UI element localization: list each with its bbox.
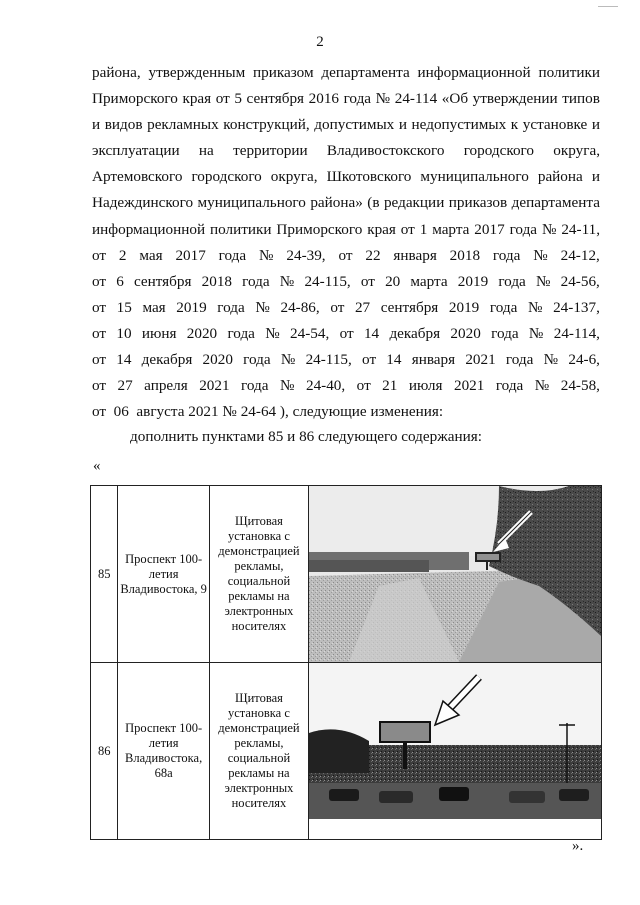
paragraph-word: от — [339, 324, 354, 342]
paragraph-word: от — [92, 272, 107, 290]
paragraph-word: Надеждинского — [92, 194, 194, 212]
paragraph-word: № — [528, 324, 544, 342]
paragraph-word: января — [411, 351, 456, 369]
paragraph-word: 24-56, — [560, 272, 600, 290]
paragraph-word: № — [375, 90, 391, 108]
paragraph-line — [92, 86, 600, 112]
paragraph-word: № — [533, 246, 548, 264]
paragraph-word: и — [591, 168, 600, 186]
paragraph-word: недопустимых — [411, 116, 507, 134]
table-row — [91, 486, 602, 663]
paragraph-line — [92, 60, 600, 86]
paragraph-word: сентября — [380, 298, 439, 316]
paragraph-last-line: от 06 августа 2021 № 24-64 ), следующие изменения: — [92, 403, 444, 421]
paragraph-word: 2020 — [186, 324, 218, 342]
paragraph-word: июня — [141, 324, 177, 342]
paragraph-word: 24-6, — [568, 351, 600, 369]
billboard-photo-icon — [309, 486, 601, 662]
row-number: 86 — [91, 663, 118, 840]
paragraph-word: 24-86, — [280, 298, 320, 316]
open-quote: « — [93, 458, 101, 474]
paragraph-line — [92, 190, 600, 216]
paragraph-word: от — [362, 351, 377, 369]
paragraph-word: 10 — [116, 324, 132, 342]
paragraph-word: Приморского — [92, 90, 178, 108]
paragraph-word: эксплуатации — [92, 142, 180, 160]
paragraph-word: № — [541, 220, 557, 238]
paragraph-word: 24-39, — [286, 246, 326, 264]
row-photo — [308, 486, 601, 663]
paragraph-word: от — [360, 272, 375, 290]
paragraph-line — [92, 373, 600, 399]
paragraph-word: (в — [367, 194, 380, 212]
paragraph-line — [92, 321, 600, 347]
paragraph-word: 24-114, — [553, 324, 600, 342]
paragraph-word: утвержденным — [148, 64, 246, 81]
paragraph-word: января — [393, 246, 437, 264]
paragraph-word: 2017 — [175, 246, 206, 264]
paragraph-word: Владивостокского — [326, 142, 445, 160]
paragraph-word: № — [255, 298, 270, 316]
close-quote: ». — [572, 838, 584, 854]
paragraph-word: 5 — [234, 90, 242, 108]
paragraph-word: года — [498, 272, 526, 290]
paragraph-word: 24-58, — [560, 377, 600, 395]
paragraph-word: 2020 — [450, 324, 481, 342]
paragraph-word: округа, — [553, 142, 600, 160]
paragraph-word: на — [198, 142, 214, 160]
paragraph-word: года — [227, 324, 255, 342]
paragraph-word: года — [495, 377, 524, 395]
paragraph-word: района, — [92, 64, 141, 81]
paragraph-word: 15 — [116, 298, 132, 316]
paragraph-word: № — [280, 377, 295, 395]
paragraph-word: 27 — [354, 298, 371, 316]
scan-corner-mark — [598, 0, 618, 7]
paragraph-word: Шкотовского — [326, 168, 412, 186]
paragraph-line — [92, 347, 600, 373]
paragraph-line — [92, 269, 600, 295]
paragraph-word: 27 — [117, 377, 133, 395]
paragraph-word: округа, — [270, 168, 318, 186]
paragraph-word: № — [527, 298, 543, 316]
paragraph-word: 22 — [365, 246, 381, 264]
paragraph-word: года — [489, 298, 518, 316]
paragraph-word: департамента — [321, 64, 410, 81]
page-number: 2 — [316, 34, 324, 50]
paragraph-word: года — [218, 246, 247, 264]
paragraph-word: 2019 — [457, 272, 489, 290]
paragraph-word: года — [243, 351, 271, 369]
paragraph-word: № — [259, 246, 274, 264]
paragraph-word: конструкций, — [223, 116, 310, 134]
row-structure-type: Щитовая установка с демонстрацией рекламы, социальной рекламы на электронных носителях — [209, 663, 308, 840]
paragraph-word: 2021 — [199, 377, 230, 395]
paragraph-word: 1 — [419, 220, 428, 238]
paragraph-word: и — [591, 116, 600, 134]
paragraph-word: 24-11, — [561, 220, 600, 238]
paragraph-word: сентября — [133, 272, 192, 290]
paragraph-word: края — [367, 220, 396, 238]
paragraph-word: 24-40, — [305, 377, 346, 395]
paragraph-word: района — [537, 168, 583, 186]
paragraph-line — [92, 164, 600, 190]
amendment-paragraph — [92, 60, 600, 425]
billboard-photo-icon — [309, 663, 601, 839]
paragraph-word: от — [400, 220, 415, 238]
supplement-line: дополнить пунктами 85 и 86 следующего содержания: — [130, 428, 482, 445]
paragraph-word: типов — [562, 90, 600, 108]
paragraph-word: 14 — [363, 324, 380, 342]
paragraph-word: к — [510, 116, 519, 134]
table-row — [91, 663, 602, 840]
paragraph-word: района» — [310, 194, 363, 212]
paragraph-word: года — [343, 90, 372, 108]
paragraph-word: «Об — [441, 90, 469, 108]
paragraph-word: года — [491, 324, 519, 342]
paragraph-word: № — [535, 272, 551, 290]
paragraph-word: 2018 — [449, 246, 481, 264]
paragraph-word: от — [356, 377, 371, 395]
billboard-table — [90, 485, 602, 840]
paragraph-word: года — [242, 272, 270, 290]
paragraph-word: приказом — [253, 64, 314, 81]
paragraph-word: и — [398, 116, 407, 134]
paragraph-word: 24-137, — [553, 298, 600, 316]
paragraph-word: мая — [139, 246, 163, 264]
paragraph-word: 24-115, — [305, 351, 352, 369]
paragraph-word: 14 — [386, 351, 402, 369]
paragraph-word: утверждении — [472, 90, 558, 108]
paragraph-word: городского — [191, 168, 262, 186]
paragraph-word: марта — [432, 220, 470, 238]
paragraph-word: года — [505, 351, 534, 369]
paragraph-word: № — [534, 377, 550, 395]
row-structure-type: Щитовая установка с демонстрацией рекламы, социальной рекламы на электронных носителях — [209, 486, 308, 663]
paragraph-word: 21 — [382, 377, 398, 395]
paragraph-line — [92, 217, 600, 243]
paragraph-line — [92, 295, 600, 321]
paragraph-word: мая — [142, 298, 166, 316]
paragraph-word: и — [92, 116, 101, 134]
paragraph-word: 2019 — [176, 298, 207, 316]
paragraph-word: Артемовского — [92, 168, 183, 186]
paragraph-word: сентября — [246, 90, 305, 108]
row-address: Проспект 100-летия Владивостока, 68а — [118, 663, 209, 840]
paragraph-word: городского — [463, 142, 534, 160]
paragraph-word: 2021 — [465, 351, 496, 369]
paragraph-word: 2 — [118, 246, 127, 264]
paragraph-word: 24-115, — [304, 272, 351, 290]
paragraph-word: информационной — [92, 220, 206, 238]
paragraph-word: от — [330, 298, 345, 316]
paragraph-word: № — [265, 324, 280, 342]
paragraph-line — [92, 138, 600, 164]
paragraph-word: июля — [408, 377, 443, 395]
paragraph-word: № — [279, 272, 295, 290]
paragraph-word: декабря — [141, 351, 193, 369]
paragraph-word: 20 — [385, 272, 401, 290]
paragraph-word: муниципального — [420, 168, 529, 186]
paragraph-word: марта — [410, 272, 448, 290]
paragraph-word: 6 — [116, 272, 124, 290]
paragraph-word: приказов — [448, 194, 508, 212]
paragraph-word: 24-114 — [394, 90, 438, 108]
paragraph-word: апреля — [144, 377, 188, 395]
paragraph-word: 24-12, — [560, 246, 600, 264]
paragraph-word: года — [492, 246, 521, 264]
paragraph-word: года — [241, 377, 269, 395]
paragraph-word: 2020 — [202, 351, 233, 369]
paragraph-word: 2017 — [474, 220, 505, 238]
paragraph-word: информационной — [417, 64, 531, 81]
paragraph-word: края — [182, 90, 212, 108]
paragraph-word: 2021 — [453, 377, 485, 395]
paragraph-word: от — [92, 377, 107, 395]
paragraph-word: от — [92, 324, 107, 342]
paragraph-word: установке — [522, 116, 588, 134]
row-number: 85 — [91, 486, 118, 663]
row-address: Проспект 100-летия Владивостока, 9 — [118, 486, 209, 663]
paragraph-word: № — [543, 351, 559, 369]
paragraph-word: от — [92, 298, 107, 316]
paragraph-word: года — [217, 298, 245, 316]
paragraph-word: допустимых — [314, 116, 395, 134]
paragraph-word: Приморского — [276, 220, 363, 238]
paragraph-word: департамента — [511, 194, 600, 212]
paragraph-word: муниципального — [197, 194, 306, 212]
paragraph-word: 24-54, — [290, 324, 330, 342]
paragraph-word: 2016 — [308, 90, 339, 108]
paragraph-word: от — [338, 246, 353, 264]
paragraph-word: 2019 — [448, 298, 480, 316]
paragraph-word: 2018 — [201, 272, 232, 290]
paragraph-word: рекламных — [147, 116, 219, 134]
row-photo — [308, 663, 601, 840]
paragraph-line — [92, 112, 600, 138]
paragraph-word: редакции — [383, 194, 445, 212]
paragraph-word: № — [280, 351, 296, 369]
paragraph-word: года — [509, 220, 538, 238]
paragraph-word: от — [92, 246, 107, 264]
paragraph-word: политики — [538, 64, 600, 81]
paragraph-line — [92, 243, 600, 269]
paragraph-word: территории — [233, 142, 308, 160]
paragraph-word: декабря — [389, 324, 441, 342]
paragraph-word: видов — [104, 116, 143, 134]
paragraph-word: от — [215, 90, 230, 108]
paragraph-word: от — [92, 351, 107, 369]
paragraph-word: 14 — [116, 351, 132, 369]
paragraph-word: политики — [210, 220, 272, 238]
